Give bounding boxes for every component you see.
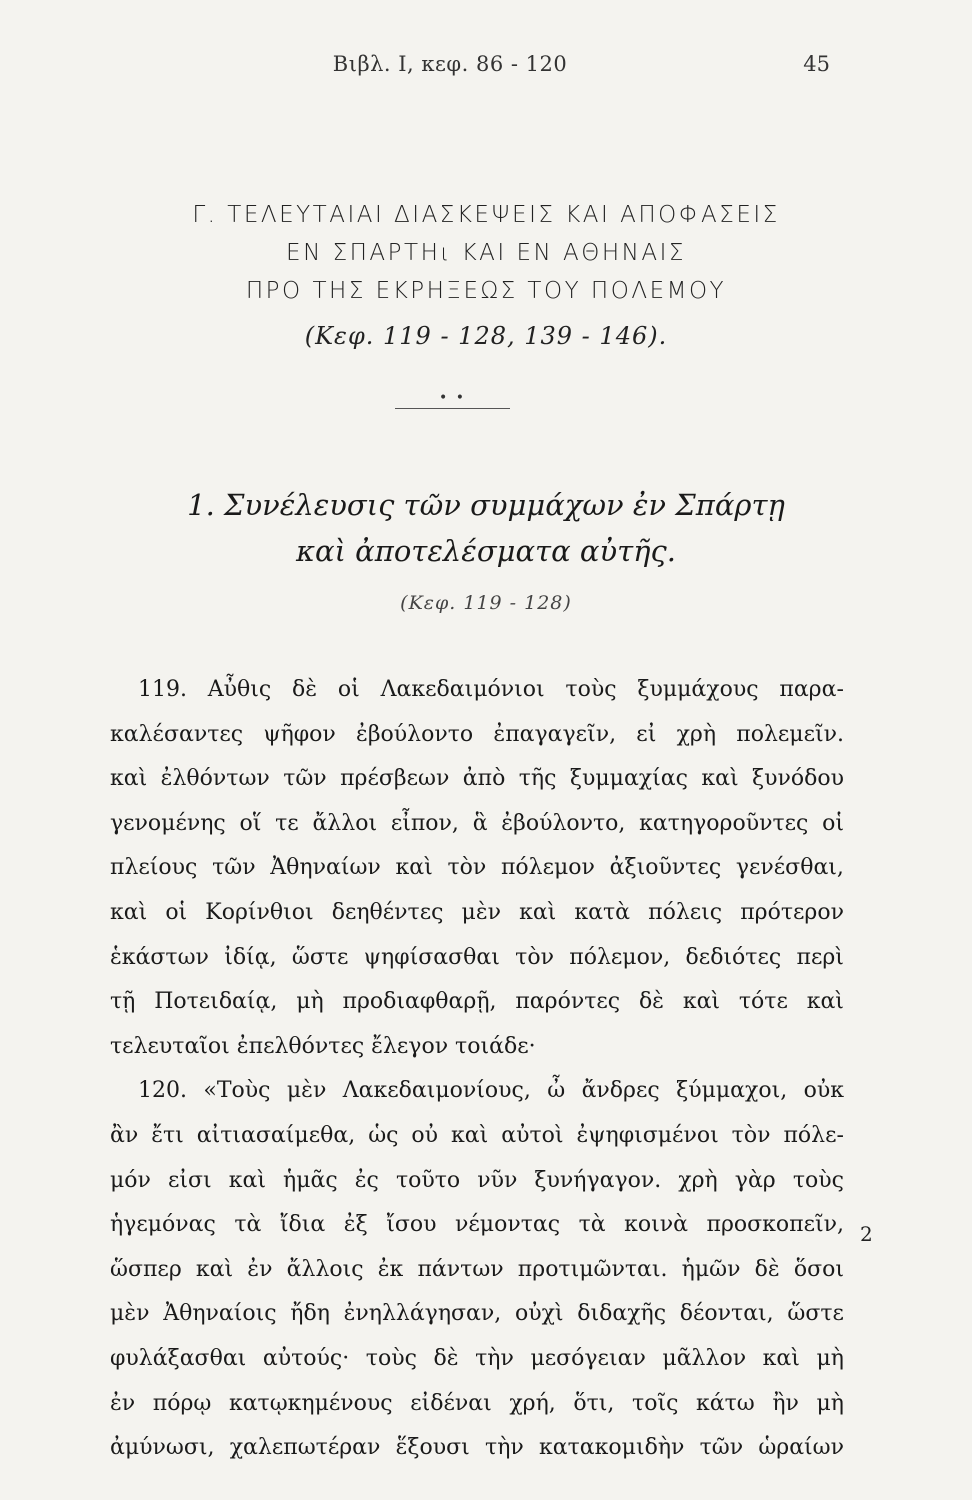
word: νέμοντας [455,1212,561,1238]
word: κατὰ [574,899,631,925]
word: μὲν [461,899,501,925]
word: προτιμῶνται. [517,1256,668,1282]
word: ξυμμάχους [637,677,759,702]
word: ἐνηλλάγησαν, [343,1301,502,1327]
word: οὐχὶ [514,1301,564,1327]
word: ἐξ [343,1212,368,1238]
word: Ἀθηναίων [270,855,381,881]
word: τῆς [518,766,557,792]
word: πόλεις [648,899,723,925]
text-line [110,936,844,981]
word: ἄλλοις [286,1256,364,1282]
subsection-title-line: 1. Συνέλευσις τῶν συμμάχων ἐν Σπάρτῃ [187,488,785,522]
word: ἐψηφισμένοι [576,1122,719,1148]
word: ἂν [110,1122,139,1148]
word: τε [275,810,299,836]
word: δὲ [638,989,664,1015]
text-line [110,846,844,891]
word: ὥστε [291,944,349,970]
section-title-line: ΠΡΟ ΤΗΣ ΕΚΡΗΞΕΩΣ ΤΟΥ ΠΟΛΕΜΟΥ [245,278,727,304]
word: ξυνήγαγον. [534,1167,662,1193]
word: πόρῳ [152,1390,212,1416]
word: καὶ [519,899,557,925]
word: αὐτοὶ [501,1122,564,1148]
word: ἕξουσι [395,1435,470,1461]
word: πόλε- [783,1122,844,1148]
word: χρὴ [676,721,717,747]
word: τὴν [485,1435,524,1461]
page-number: 45 [803,52,830,76]
word: κοινὰ [624,1212,688,1238]
chapter-reference: (Κεφ. 119 - 128, 139 - 146). [304,322,668,350]
word: τοῖς [632,1390,679,1416]
word: ὡς [368,1122,399,1148]
word: δὲ [292,677,318,702]
word: κατῳκημένους [228,1390,393,1416]
word: Λακεδαιμονίους, [342,1078,531,1104]
word: καὶ [110,899,148,925]
word: Ἀθηναίοις [163,1301,277,1327]
word: δεδιότες [685,944,782,970]
text-line [110,1203,844,1248]
word: καὶ [762,1345,800,1371]
word: εἰ [636,721,657,747]
word: πόλεμον, [569,944,671,970]
word: ξυνόδου [752,766,844,792]
word: πλείους [110,855,198,881]
word: οἱ [822,810,844,836]
word: καὶ [195,1256,234,1282]
word: οἵ [239,810,262,836]
section-title-line: ΕΝ ΣΠΑΡΤΗι ΚΑΙ ΕΝ ΑΘΗΝΑΙΣ [286,240,686,266]
word: μὴ [816,1345,844,1371]
word: νῦν [477,1167,518,1193]
word: τὰ [234,1212,262,1238]
word: μᾶλλον [662,1345,747,1371]
word: ὦ [547,1078,566,1104]
word: μὴ [816,1390,844,1416]
text-line [110,980,844,1025]
word: καὶ [806,989,844,1015]
word: τὸν [731,1122,771,1148]
word: ξύμμαχοι, [676,1078,788,1104]
word: ἴσου [386,1212,437,1238]
word: γενέσθαι, [735,855,844,881]
word: χαλεπωτέραν [229,1435,381,1461]
word: ἄνδρες [581,1078,660,1104]
word: ξυμμαχίας [569,766,688,792]
divider-rule [395,408,510,409]
word: ψῆφον [263,721,336,747]
word: περὶ [796,944,844,970]
word: ἐβούλοντο [356,721,474,747]
text-line [110,1292,844,1337]
margin-paragraph-number: 2 [860,1222,873,1246]
word: οἱ [337,677,360,702]
word: κατακομιδὴν [539,1435,685,1461]
word: γὰρ [734,1167,776,1193]
word: δὲ [433,1345,459,1371]
text-line [110,713,844,758]
word: ἐν [110,1390,136,1416]
word: τὸν [515,944,554,970]
word: καὶ [110,766,148,792]
word: χρή, [509,1390,556,1416]
word: ψηφίσασθαι [363,944,500,970]
section-title-line: Γ. ΤΕΛΕΥΤΑΙΑΙ ΔΙΑΣΚΕΨΕΙΣ ΚΑΙ ΑΠΟΦΑΣΕΙΣ [192,202,780,228]
word: ἐβούλοντο, [501,810,626,836]
word: μεσόγειαν [530,1345,646,1371]
word: οὐ [411,1122,439,1148]
word: τῶν [699,1435,744,1461]
subsection-title-line: καὶ ἀποτελέσματα αὐτῆς. [295,534,676,568]
word: τοὺς [565,677,617,702]
word: διδαχῆς [577,1301,667,1327]
word: αὐτούς· [262,1345,350,1371]
word: ἐν [247,1256,273,1282]
word: προσκοπεῖν, [706,1212,844,1238]
word: Αὖθις [207,677,272,702]
word: δέονται, [679,1301,774,1327]
word: ἢν [772,1390,799,1416]
word: οὐκ [803,1078,844,1104]
word: κάτω [696,1390,755,1416]
word: χρὴ [678,1167,718,1193]
word: ὥστε [787,1301,844,1327]
word: πάντων [417,1256,504,1282]
word: ἰδίᾳ, [224,944,277,970]
word: τότε [738,989,788,1015]
word: ἀπὸ [462,766,506,792]
word: πόλεμον [500,855,595,881]
word: τοῦτο [395,1167,461,1193]
running-head: Βιβλ. Ι, κεφ. 86 - 120 [332,52,568,76]
text-line [110,1114,844,1159]
word: καλέσαντες [110,721,244,747]
word: δεηθέντες [331,899,444,925]
word: πολεμεῖν. [736,721,844,747]
ornament-dots: • • [439,390,466,406]
word: ὅσοι [793,1256,844,1282]
word: εἰδέναι [410,1390,492,1416]
text-line [110,668,844,713]
word: γενομένης [110,810,226,836]
word: καὶ [395,855,433,881]
word: καὶ [682,989,721,1015]
word: ἔτι [151,1122,184,1148]
word: καὶ [701,766,739,792]
word: τὴν [475,1345,514,1371]
word: τῇ [110,989,136,1015]
word: ἄλλοι [312,810,378,836]
body-text [110,668,844,1471]
text-line [110,1069,844,1114]
word: ἴδια [279,1212,326,1238]
text-line [110,757,844,802]
word: πρότερον [740,899,844,925]
word: καὶ [451,1122,489,1148]
text-line [110,1382,844,1427]
word: εἶπον, [390,810,459,836]
word: ἐς [354,1167,379,1193]
word: Ποτειδαίᾳ, [154,989,278,1015]
word: ἑκάστων [110,944,209,970]
ornament-divider [395,390,510,414]
word: ὥσπερ [110,1256,182,1282]
word: προδιαφθαρῇ, [342,989,497,1015]
word: 120. [138,1078,187,1104]
word: τὰ [578,1212,606,1238]
word: ὡραίων [758,1435,844,1461]
word: τοὺς [792,1167,844,1193]
word: «Τοὺς [203,1078,271,1104]
word: μὲν [110,1301,150,1327]
word: τὸν [447,855,487,881]
text-line [110,1337,844,1382]
word: ἀξιοῦντες [609,855,722,881]
word: ἐκ [377,1256,404,1282]
word: δὲ [754,1256,780,1282]
text-line [110,1159,844,1204]
word: ἤδη [290,1301,330,1327]
word: παρα- [779,677,844,702]
subsection-reference: (Κεφ. 119 - 128) [400,592,572,614]
word: μὲν [286,1078,327,1104]
word: μόν [110,1167,151,1193]
word: οἱ [165,899,188,925]
word: τῶν [212,855,256,881]
word: ἡμᾶς [283,1167,338,1193]
word: ἐλθόντων [160,766,270,792]
word: πρέσβεων [340,766,450,792]
word: ἃ [472,810,488,836]
word: καὶ [228,1167,266,1193]
word: φυλάξασθαι [110,1345,247,1371]
word: παρόντες [515,989,621,1015]
text-line: τελευταῖοι ἐπελθόντες ἔλεγον τοιάδε· [110,1033,536,1059]
word: 119. [138,677,187,702]
word: τῶν [283,766,327,792]
subsection-title [0,482,972,574]
word: ἡμῶν [681,1256,741,1282]
word: ἡγεμόνας [110,1212,216,1238]
word: εἰσι [167,1167,212,1193]
word: Κορίνθιοι [205,899,314,925]
word: ὅτι, [573,1390,615,1416]
text-line [110,891,844,936]
word: αἰτιασαίμεθα, [196,1122,356,1148]
word: κατηγοροῦντες [639,810,809,836]
word: τοὺς [365,1345,417,1371]
text-line [110,1248,844,1293]
word: Λακεδαιμόνιοι [380,677,545,702]
section-title [0,196,972,310]
word: ἀμύνωσι, [110,1435,215,1461]
word: μὴ [296,989,324,1015]
text-line [110,802,844,847]
word: ἐπαγαγεῖν, [493,721,617,747]
text-line [110,1426,844,1471]
